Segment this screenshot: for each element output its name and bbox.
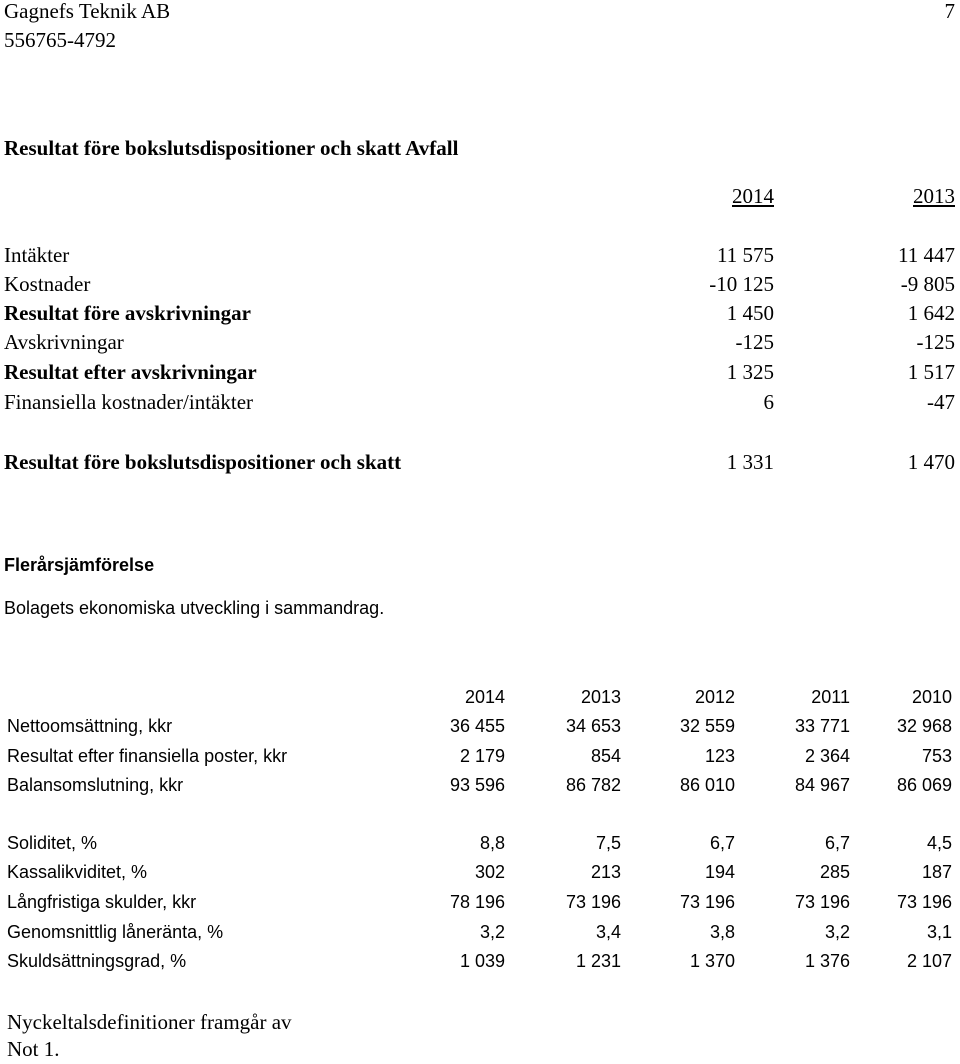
cell-value: 6,7: [824, 833, 850, 853]
cell-value: 4,5: [926, 833, 952, 853]
cell-value: 86 069: [896, 775, 952, 795]
cell-value: 32 559: [679, 716, 735, 736]
year-header: 2013: [580, 687, 621, 707]
cell-value: 854: [590, 746, 621, 766]
cell-value: 32 968: [896, 716, 952, 736]
avfall-row-label: Kostnader: [4, 272, 91, 296]
year-header: 2012: [694, 687, 735, 707]
avfall-row-value-2014: -125: [735, 330, 774, 354]
cell-value: 93 596: [449, 775, 505, 795]
row-label: Skuldsättningsgrad, %: [7, 951, 187, 971]
cell-value: 123: [704, 746, 735, 766]
avfall-row-value-2013: 1 517: [907, 360, 955, 384]
avfall-row-value-2013: -9 805: [900, 272, 955, 296]
cell-value: 73 196: [794, 892, 850, 912]
cell-value: 34 653: [565, 716, 621, 736]
cell-value: 302: [474, 862, 505, 882]
cell-value: 213: [590, 862, 621, 882]
year-header: 2010: [911, 687, 952, 707]
cell-value: 3,1: [926, 922, 952, 942]
flerars-subtitle: Bolagets ekonomiska utveckling i sammandrag.: [4, 598, 385, 618]
cell-value: 78 196: [449, 892, 505, 912]
avfall-total-label: Resultat före bokslutsdispositioner och skatt: [4, 450, 402, 474]
cell-value: 2 107: [906, 951, 952, 971]
table-row: [0, 858, 960, 887]
cell-value: 1 376: [804, 951, 850, 971]
avfall-row: [0, 241, 960, 270]
row-label: Resultat efter finansiella poster, kkr: [7, 746, 288, 766]
cell-value: 285: [819, 862, 850, 882]
cell-value: 2 364: [804, 746, 850, 766]
table-row: [0, 712, 960, 741]
row-label: Nettoomsättning, kkr: [7, 716, 173, 736]
avfall-year-2014: 2014: [732, 184, 774, 208]
avfall-row: [0, 299, 960, 328]
cell-value: 753: [921, 746, 952, 766]
table-row: [0, 829, 960, 858]
flerars-title: Flerårsjämförelse: [4, 555, 155, 575]
table-row: [0, 771, 960, 800]
table-row: [0, 918, 960, 947]
avfall-total-value-2014: 1 331: [726, 450, 774, 474]
avfall-row: [0, 358, 960, 387]
cell-value: 73 196: [896, 892, 952, 912]
avfall-row-label: Resultat före avskrivningar: [4, 301, 251, 325]
cell-value: 187: [921, 862, 952, 882]
cell-value: 2 179: [459, 746, 505, 766]
cell-value: 1 370: [689, 951, 735, 971]
cell-value: 1 039: [459, 951, 505, 971]
avfall-row-value-2014: 11 575: [717, 243, 774, 267]
row-label: Långfristiga skulder, kkr: [7, 892, 197, 912]
org-number: 556765-4792: [4, 28, 116, 52]
avfall-row-value-2014: 1 450: [726, 301, 774, 325]
footnote-line-2: Not 1.: [7, 1037, 60, 1061]
cell-value: 3,2: [479, 922, 505, 942]
year-header: 2014: [464, 687, 505, 707]
avfall-row-label: Intäkter: [4, 243, 70, 267]
year-header: 2011: [811, 687, 850, 707]
avfall-year-2013: 2013: [913, 184, 955, 208]
table-row: [0, 742, 960, 771]
cell-value: 36 455: [449, 716, 505, 736]
avfall-row: [0, 388, 960, 417]
avfall-title: Resultat före bokslutsdispositioner och skatt Avfall: [4, 136, 459, 160]
cell-value: 84 967: [794, 775, 850, 795]
cell-value: 86 010: [679, 775, 735, 795]
avfall-row: [0, 328, 960, 357]
footnote-line-1: Nyckeltalsdefinitioner framgår av: [7, 1010, 292, 1034]
cell-value: 6,7: [709, 833, 735, 853]
row-label: Genomsnittlig låneränta, %: [7, 922, 224, 942]
page-number: 7: [944, 0, 955, 23]
cell-value: 73 196: [565, 892, 621, 912]
avfall-total-row: [0, 448, 960, 477]
cell-value: 8,8: [479, 833, 505, 853]
cell-value: 7,5: [595, 833, 621, 853]
row-label: Kassalikviditet, %: [7, 862, 148, 882]
table-row: [0, 888, 960, 917]
avfall-row-label: Finansiella kostnader/intäkter: [4, 390, 254, 414]
year-header-row: [0, 683, 960, 712]
cell-value: 73 196: [679, 892, 735, 912]
table-row: [0, 947, 960, 976]
cell-value: 3,4: [595, 922, 621, 942]
avfall-row-label: Resultat efter avskrivningar: [4, 360, 257, 384]
cell-value: 194: [704, 862, 735, 882]
avfall-row-value-2013: 1 642: [907, 301, 955, 325]
cell-value: 3,8: [709, 922, 735, 942]
avfall-total-value-2013: 1 470: [907, 450, 955, 474]
avfall-row-value-2014: 1 325: [726, 360, 774, 384]
cell-value: 86 782: [565, 775, 621, 795]
avfall-row-value-2013: -47: [927, 390, 955, 414]
avfall-row: [0, 270, 960, 299]
cell-value: 33 771: [794, 716, 850, 736]
cell-value: 1 231: [575, 951, 621, 971]
avfall-row-value-2013: 11 447: [898, 243, 955, 267]
row-label: Balansomslutning, kkr: [7, 775, 184, 795]
avfall-row-label: Avskrivningar: [4, 330, 124, 354]
company-name: Gagnefs Teknik AB: [4, 0, 171, 23]
avfall-row-value-2014: 6: [763, 390, 774, 414]
cell-value: 3,2: [824, 922, 850, 942]
row-label: Soliditet, %: [7, 833, 98, 853]
avfall-row-value-2013: -125: [916, 330, 955, 354]
avfall-row-value-2014: -10 125: [709, 272, 774, 296]
